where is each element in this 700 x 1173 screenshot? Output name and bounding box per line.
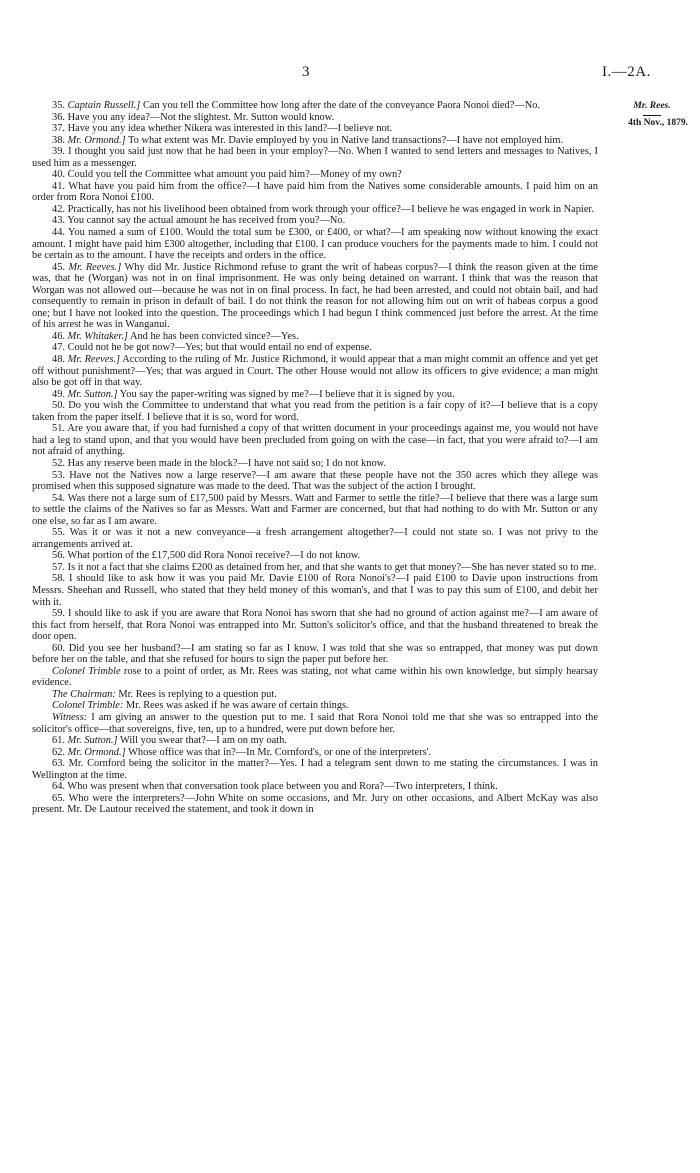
evidence-paragraph (32, 573, 598, 608)
question-number: 61. (52, 735, 65, 747)
evidence-paragraph (32, 204, 598, 216)
evidence-paragraph (32, 735, 598, 747)
speaker-name: Mr. Ormond.] (67, 746, 126, 758)
paragraph-text: Who was present when that conversation took place between you and Rora?—Two interpreters, I think. (67, 781, 498, 793)
paragraph-text: What portion of the £17,500 did Rora Nonoi receive?—I do not know. (67, 550, 361, 562)
paragraph-text: I am giving an answer to the question put to me. I said that Rora Nonoi told me that she was so entrapped into the solicitor's office—that sovereigns, five, ten, up to a hundred, were put down before her. (32, 711, 598, 735)
evidence-paragraph (32, 470, 598, 493)
evidence-paragraph (32, 793, 598, 816)
paragraph-text: Was it or was it not a new conveyance—a fresh arrangement altogether?—I could not state so. I was not privy to the arrangements arrived at. (32, 527, 598, 550)
speaker-name: Colonel Trimble: (52, 700, 124, 712)
paragraph-text: Do you wish the Committee to understand that what you read from the petition is a fair copy of it?—I believe that is a copy taken from the paper itself. I believe that it is so, word for word. (32, 400, 598, 423)
evidence-paragraph (32, 527, 598, 550)
question-number: 35. (52, 100, 65, 111)
evidence-paragraph (32, 608, 598, 643)
evidence-paragraph (32, 400, 598, 423)
speaker-name: Witness: (52, 711, 88, 723)
paragraph-text: Why did Mr. Justice Richmond refuse to grant the writ of habeas corpus?—I think the reason given at the time was, that he (Worgan) was not in on final imprisonment. He was only being detained on warrant. I think that was the reason that Worgan was not allowed out—because he was not in on final process. In fact, he had been arrested, and could not obtain bail, and had consequently to remain in prison in default of bail. I do not think the reason for not allowing him out on writ of habeas corpus a good one; but I have not looked into the question. The proceedings which I had begun I think commenced just before the arrest. At the time of his arrest he was in Wanganui. (32, 261, 598, 331)
question-number: 63. (52, 758, 65, 770)
question-number: 49. (52, 388, 65, 400)
paragraph-text: Have not the Natives now a large reserve?—I am aware that these people have not the 350 acres which they allege was promised when this supposed signature was made to the deed. That was the subject of the action I brought. (32, 469, 598, 493)
evidence-paragraph (32, 666, 598, 689)
speaker-name: Mr. Reeves.] (68, 261, 122, 273)
paragraph-text: Mr. Rees was asked if he was aware of certain things. (125, 700, 349, 712)
paragraph-text: Have you any idea?—Not the slightest. Mr. Sutton would know. (67, 111, 335, 123)
question-number: 50. (52, 400, 65, 412)
paragraph-text: According to the ruling of Mr. Justice Richmond, it would appear that a man might commit an offence and yet get off without punishment?—Yes; that was argued in Court. The other House would not allow its officers to give evidence; a man might also be got off in that way. (32, 354, 598, 389)
evidence-paragraph (32, 215, 598, 227)
evidence-paragraph (32, 550, 598, 562)
evidence-paragraph (32, 747, 598, 759)
evidence-paragraph (32, 458, 598, 470)
paragraph-text: Was there not a large sum of £17,500 paid by Messrs. Watt and Farmer to settle the title?—I believe that there was a large sum to settle the claims of the Natives so far as Messrs. Watt and Farmer are concerned, but that had nothing to do with Mr. Sutton or any one else, so far as I am aware. (32, 492, 598, 527)
question-number: 47. (52, 342, 65, 354)
evidence-paragraph (32, 181, 598, 204)
speaker-name: Colonel Trimble (52, 665, 121, 677)
paragraph-text: Mr. Rees is replying to a question put. (118, 688, 277, 700)
evidence-paragraph (32, 135, 598, 147)
question-number: 55. (52, 527, 65, 539)
margin-divider (643, 115, 661, 116)
paragraph-text: Who were the interpreters?—John White on some occasions, and Mr. Jury on other occasions, and Albert McKay was also present. Mr. De Lautour received the statement, and took it down in (32, 792, 598, 816)
question-number: 43. (52, 215, 65, 227)
evidence-paragraph (32, 689, 598, 701)
evidence-paragraph (32, 389, 598, 401)
paragraph-text: Could you tell the Committee what amount you paid him?—Money of my own? (67, 169, 402, 181)
question-number: 62. (52, 746, 65, 758)
paragraph-text: To what extent was Mr. Davie employed by you in Native land transactions?—I have not employed him. (128, 134, 564, 146)
speaker-name: The Chairman: (52, 688, 116, 700)
margin-date: 4th Nov., 1879. (628, 118, 688, 128)
evidence-paragraph (32, 758, 598, 781)
evidence-paragraph (32, 712, 598, 735)
evidence-paragraph (32, 112, 598, 124)
paragraph-text: You cannot say the actual amount he has received from you?—No. (67, 215, 346, 227)
question-number: 48. (52, 354, 65, 366)
paragraph-text: Can you tell the Committee how long after the date of the conveyance Paora Nonoi died?—No. (142, 100, 541, 111)
paragraph-text: Are you aware that, if you had furnished a copy of that written document in your proceedings against me, you would not have had a leg to stand upon, and that you would have been precluded from going on with the case—in fact, that you were afraid to?—I am not afraid of anything. (32, 423, 598, 458)
paragraph-text: Is it not a fact that she claims £200 as detained from her, and that she wants to get that money?—She has never stated so to me. (67, 561, 597, 573)
speaker-name: Mr. Sutton.] (67, 735, 118, 747)
question-number: 45. (52, 261, 65, 273)
speaker-name: Mr. Ormond.] (67, 134, 126, 146)
question-number: 42. (52, 203, 65, 215)
question-number: 56. (52, 550, 65, 562)
question-number: 58. (52, 573, 65, 585)
question-number: 40. (52, 169, 65, 181)
paragraph-text: Could not he be got now?—Yes; but that would entail no end of expense. (67, 342, 372, 354)
question-number: 44. (52, 227, 65, 239)
paragraph-text: Mr. Cornford being the solicitor in the matter?—Yes. I had a telegram sent down to me stating the circumstances. I was in Wellington at the time. (32, 758, 598, 781)
speaker-name: Captain Russell.] (67, 100, 141, 111)
paragraph-text: Have you any idea whether Nikera was interested in this land?—I believe not. (67, 123, 393, 135)
evidence-paragraph (32, 169, 598, 181)
page-number: 3 (302, 64, 310, 80)
evidence-paragraph (32, 146, 598, 169)
evidence-paragraph (32, 100, 598, 112)
paragraph-text: Did you see her husband?—I am stating so far as I know. I was told that she was so entrapped, that money was put down before her on the table, and that she refused for hours to sign the paper put before her. (32, 642, 598, 666)
question-number: 65. (52, 792, 65, 804)
evidence-paragraph (32, 123, 598, 135)
evidence-paragraph (32, 262, 598, 331)
evidence-paragraph (32, 562, 598, 574)
question-number: 64. (52, 781, 65, 793)
evidence-text (32, 100, 598, 816)
evidence-paragraph (32, 493, 598, 528)
paragraph-text: And he has been convicted since?—Yes. (129, 330, 299, 342)
paragraph-text: Practically, has not his livelihood been obtained from work through your office?—I believe he was engaged in work in Napier. (67, 203, 594, 215)
question-number: 37. (52, 123, 65, 135)
question-number: 57. (52, 561, 65, 573)
paragraph-text: Will you swear that?—I am on my oath. (119, 735, 287, 747)
paragraph-text: What have you paid him from the office?—I have paid him from the Natives some considerable amounts. I paid him on an order from Rora Nonoi £100. (32, 180, 598, 204)
evidence-paragraph (32, 331, 598, 343)
evidence-paragraph (32, 781, 598, 793)
speaker-name: Mr. Whitaker.] (67, 330, 128, 342)
evidence-paragraph (32, 342, 598, 354)
evidence-paragraph (32, 227, 598, 262)
paragraph-text: rose to a point of order, as Mr. Rees was stating, not what came within his own knowledge, but simply hearsay evidence. (32, 665, 598, 689)
speaker-name: Mr. Reeves.] (67, 354, 121, 366)
question-number: 39. (52, 146, 65, 158)
question-number: 52. (52, 457, 65, 469)
question-number: 54. (52, 492, 65, 504)
paragraph-text: You named a sum of £100. Would the total sum be £300, or £400, or what?—I am speaking now without knowing the exact amount. I might have paid him £300 altogether, including that £100. I can produce vouchers for the payments made to him. I could not be certain as to the amount. I have the receipts and orders in the office. (32, 227, 598, 262)
question-number: 41. (52, 180, 65, 192)
question-number: 53. (52, 469, 65, 481)
paragraph-text: Whose office was that in?—In Mr. Cornford's, or one of the interpreters'. (128, 746, 432, 758)
paragraph-text: I thought you said just now that he had been in your employ?—No. When I wanted to send letters and messages to Natives, I used him as a messenger. (32, 146, 598, 169)
question-number: 46. (52, 330, 65, 342)
question-number: 38. (52, 134, 65, 146)
paragraph-text: You say the paper-writing was signed by me?—I believe that it is signed by you. (119, 388, 455, 400)
evidence-paragraph (32, 643, 598, 666)
evidence-paragraph (32, 700, 598, 712)
margin-witness-name: Mr. Rees. (633, 101, 671, 111)
paragraph-text: I should like to ask how it was you paid Mr. Davie £100 of Rora Nonoi's?—I paid £100 to Davie upon instructions from Messrs. Sheehan and Russell, who stated that they held money of this woman's, and that I was to pay this sum of £100, and debit her with it. (32, 573, 598, 608)
paragraph-text: I should like to ask if you are aware that Rora Nonoi has sworn that she had no ground of action against me?—I am aware of this fact from herself, that Rora Nonoi was entrapped into Mr. Sutton's solicitor's office, and that the husband threatened to break the door open. (32, 608, 598, 643)
evidence-paragraph (32, 354, 598, 389)
margin-note (612, 100, 692, 130)
paper-reference: I.—2A. (602, 64, 651, 80)
question-number: 59. (52, 608, 65, 620)
question-number: 36. (52, 111, 65, 123)
evidence-paragraph (32, 423, 598, 458)
question-number: 51. (52, 423, 65, 435)
paragraph-text: Has any reserve been made in the block?—I have not said so; I do not know. (67, 457, 387, 469)
question-number: 60. (52, 642, 65, 654)
speaker-name: Mr. Sutton.] (67, 388, 118, 400)
